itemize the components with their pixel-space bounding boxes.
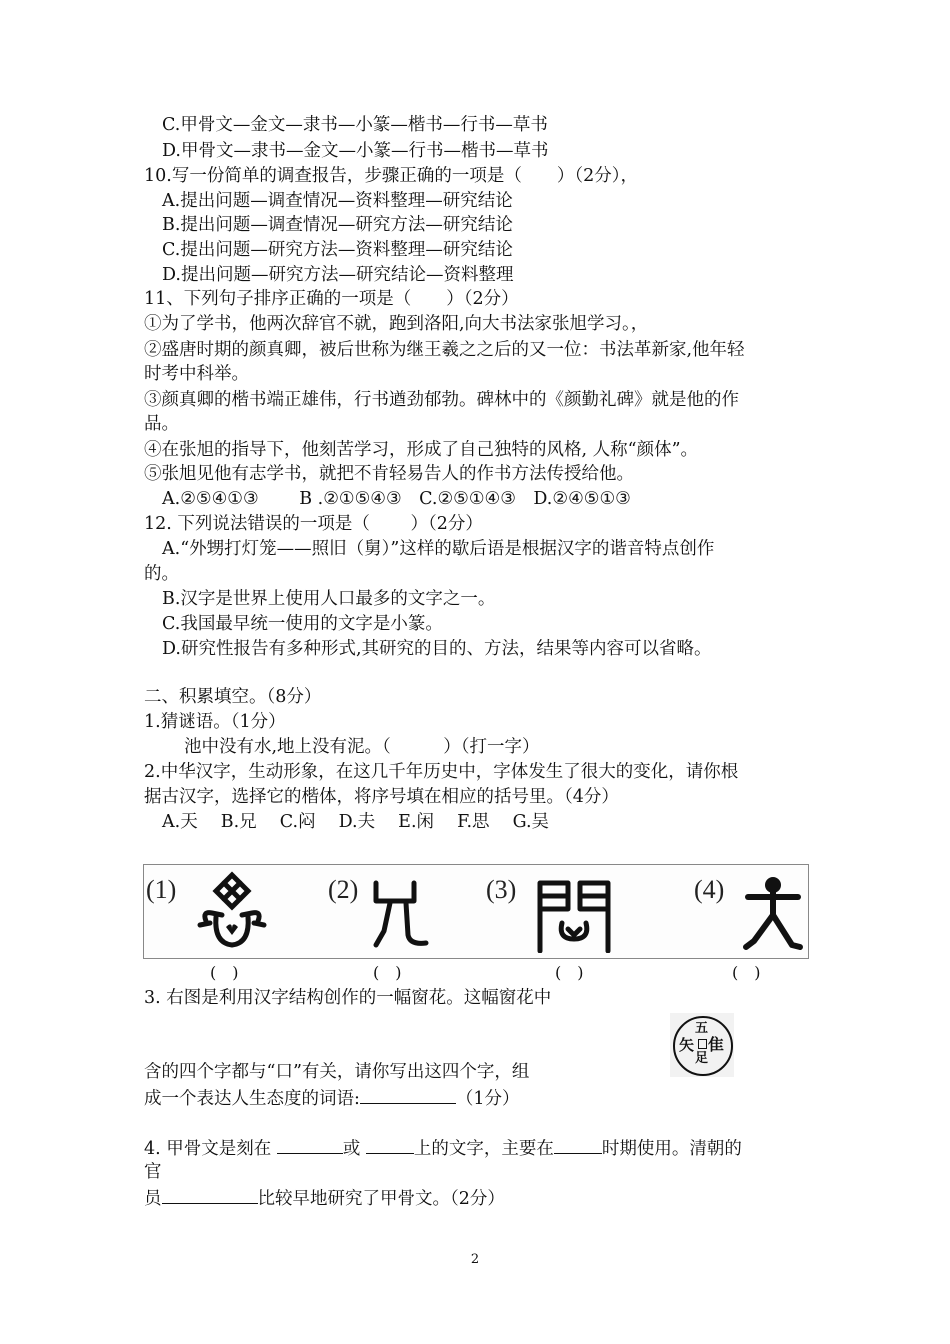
window-flower-char-right: 隹 <box>708 1035 725 1054</box>
question-12: 12. 下列说法错误的一项是（ ）（2分） <box>144 514 483 534</box>
page-number: 2 <box>470 1252 480 1267</box>
sentence-3-line1: ③颜真卿的楷书端正雄伟，行书遒劲郁勃。碑林中的《颜勤礼碑》就是他的作 <box>144 390 739 410</box>
part-2-options: A.天 B.兄 C.闷 D.夫 E.闲 F.思 G.吴 <box>162 812 550 832</box>
sentence-2-line1: ②盛唐时期的颜真卿，被后世称为继王羲之之后的又一位：书法革新家,他年轻 <box>144 340 745 360</box>
answer-paren-3[interactable]: ( ) <box>555 963 584 982</box>
ancient-glyph-4 <box>738 875 808 955</box>
part-4-line3: 员 比较早地研究了甲骨文。（2分） <box>144 1186 505 1211</box>
figure-label-2: (2) <box>328 875 359 904</box>
part-3-line3: 成一个表达人生态度的词语: （1分） <box>144 1086 520 1111</box>
window-flower-char-bottom: 足 <box>695 1051 709 1066</box>
part-3-line2: 含的四个字都与“口”有关，请你写出这四个字，组 <box>144 1062 530 1082</box>
sentence-2-line2: 时考中科举。 <box>144 364 249 384</box>
q12-option-b: B.汉字是世界上使用人口最多的文字之一。 <box>162 589 496 609</box>
q12-option-d: D.研究性报告有多种形式,其研究的目的、方法，结果等内容可以省略。 <box>162 639 712 659</box>
answer-blank-official[interactable] <box>162 1186 258 1204</box>
sentence-5: ⑤张旭见他有志学书，就把不肯轻易告人的作书方法传授给他。 <box>144 464 634 484</box>
answer-paren-2[interactable]: ( ) <box>373 963 402 982</box>
q10-option-c: C.提出问题—研究方法—资料整理—研究结论 <box>162 240 513 260</box>
q12-option-a-line1: A.“外甥打灯笼——照旧（舅）”这样的歇后语是根据汉字的谐音特点创作 <box>162 539 715 559</box>
window-flower-image <box>670 1013 734 1077</box>
answer-blank-material-2[interactable] <box>366 1136 414 1154</box>
part-4-line1: 4. 甲骨文是刻在 或 上的文字，主要在 时期使用。清朝的 <box>144 1136 742 1161</box>
answer-blank-material-1[interactable] <box>277 1136 343 1154</box>
answer-paren-4[interactable]: ( ) <box>732 963 761 982</box>
section-2-title: 二、积累填空。（8分） <box>144 687 322 707</box>
q10-option-d: D.提出问题—研究方法—研究结论—资料整理 <box>162 265 514 285</box>
part-1-title: 1.猜谜语。（1分） <box>144 712 286 732</box>
sentence-3-line2: 品。 <box>144 414 179 434</box>
question-11: 11、下列句子排序正确的一项是（ ）（2分） <box>144 289 519 309</box>
part-2-line2: 据古汉字，选择它的楷体，将序号填在相应的括号里。（4分） <box>144 787 619 807</box>
ancient-glyph-2 <box>364 875 434 951</box>
sentence-1: ①为了学书，他两次辞官不就，跑到洛阳,向大书法家张旭学习。， <box>144 314 649 334</box>
q10-option-a: A.提出问题—调查情况—资料整理—研究结论 <box>162 191 513 211</box>
ancient-glyph-3 <box>534 877 614 953</box>
window-flower-char-top: 五 <box>695 1021 709 1036</box>
question-10: 10.写一份简单的调查报告，步骤正确的一项是（ ）（2分）， <box>144 166 638 186</box>
q12-option-a-line2: 的。 <box>144 564 179 584</box>
figure-label-3: (3) <box>486 875 517 904</box>
line-c-option: C.甲骨文—金文—隶书—小篆—楷书—行书—草书 <box>162 115 548 135</box>
answer-blank-attitude[interactable] <box>360 1086 456 1104</box>
ancient-glyph-1 <box>192 871 272 951</box>
part-4-line2: 官 <box>144 1162 162 1182</box>
window-flower-char-left: 矢 <box>679 1036 695 1054</box>
q11-options: A.②⑤④①③ B .②①⑤④③ C.②⑤①④③ D.②④⑤①③ <box>162 489 631 509</box>
q12-option-c: C.我国最早统一使用的文字是小篆。 <box>162 614 443 634</box>
ancient-character-figure <box>143 864 809 959</box>
sentence-4: ④在张旭的指导下，他刻苦学习，形成了自己独特的风格, 人称“颜体”。 <box>144 440 699 460</box>
figure-label-4: (4) <box>694 875 725 904</box>
figure-label-1: (1) <box>146 875 177 904</box>
q10-option-b: B.提出问题—调查情况—研究方法—研究结论 <box>162 215 513 235</box>
part-2-line1: 2.中华汉字，生动形象，在这几千年历史中，字体发生了很大的变化，请你根 <box>144 762 739 782</box>
answer-paren-1[interactable]: ( ) <box>210 963 239 982</box>
part-3-line1: 3. 右图是利用汉字结构创作的一幅窗花。这幅窗花中 <box>144 988 552 1008</box>
line-d-option: D.甲骨文—隶书—金文—小篆—行书—楷书—草书 <box>162 141 549 161</box>
answer-blank-period[interactable] <box>554 1136 602 1154</box>
part-1-riddle: 池中没有水,地上没有泥。（ ）（打一字） <box>184 737 540 757</box>
